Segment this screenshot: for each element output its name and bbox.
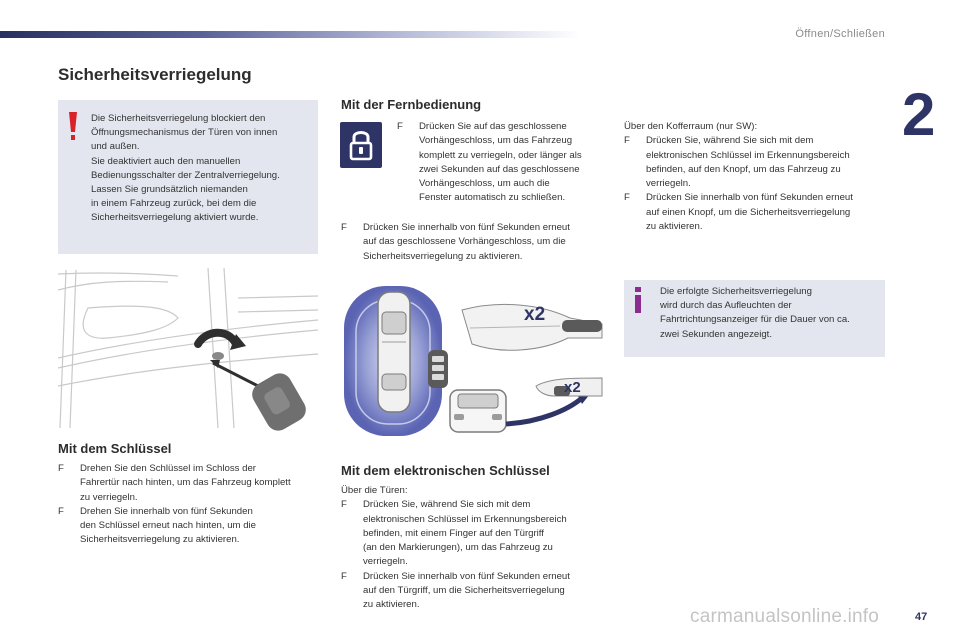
list-item xyxy=(58,505,320,548)
text-line: (an den Markierungen), um das Fahrzeug zu xyxy=(363,542,553,554)
text-line: Drücken Sie innerhalb von fünf Sekunden erneut xyxy=(363,570,570,582)
text-line: zwei Sekunden auf das geschlossene xyxy=(419,163,580,175)
lock-icon xyxy=(340,122,382,168)
electronic-key-instructions xyxy=(341,484,613,613)
page-number: 47 xyxy=(915,611,928,623)
header-gradient-bar xyxy=(0,31,580,38)
car-top-view xyxy=(378,292,410,412)
text-line: auf einen Knopf, um die Sicherheitsverriegelung xyxy=(646,206,851,218)
exclamation-icon xyxy=(68,112,78,142)
text-line: Vorhängeschloss, um auch die xyxy=(419,178,550,190)
text-line: Fahrertür nach hinten, um das Fahrzeug komplett xyxy=(80,477,291,489)
text-line: Drehen Sie den Schlüssel im Schloss der xyxy=(80,463,256,474)
text-line: zu verriegeln. xyxy=(80,491,138,503)
key-instructions xyxy=(58,462,320,548)
page-title: Sicherheitsverriegelung xyxy=(58,65,252,84)
doors-intro: Über die Türen: xyxy=(341,485,408,496)
bullet-mark: F xyxy=(624,135,630,147)
list-item xyxy=(624,134,886,191)
text-line: den Schlüssel erneut nach hinten, um die xyxy=(80,520,256,532)
warning-line: Öffnungsmechanismus der Türen von innen xyxy=(91,127,278,139)
text-line: elektronischen Schlüssel im Erkennungsbereich xyxy=(646,149,850,161)
warning-line: Sicherheitsverriegelung aktiviert wurde. xyxy=(91,212,259,224)
section-label: Öffnen/Schließen xyxy=(795,28,885,40)
electronic-key-heading: Mit dem elektronischen Schlüssel xyxy=(341,463,550,478)
bullet-mark: F xyxy=(624,192,630,204)
chapter-number: 2 xyxy=(902,81,936,148)
info-line: zwei Sekunden angezeigt. xyxy=(660,328,773,340)
text-line: Vorhängeschloss, um das Fahrzeug xyxy=(419,135,573,147)
key-door-illustration xyxy=(58,268,318,433)
text-line: Drücken Sie, während Sie sich mit dem xyxy=(646,135,814,147)
list-item xyxy=(397,120,617,206)
text-line: Drücken Sie, während Sie sich mit dem xyxy=(363,499,531,511)
warning-line: Bedienungsschalter der Zentralverriegelung. xyxy=(91,169,280,181)
text-line: befinden, mit einem Finger auf den Türgriff xyxy=(363,527,544,539)
list-item xyxy=(58,462,320,505)
info-line: Fahrtrichtungsanzeiger für die Dauer von ca. xyxy=(660,314,850,326)
list-item xyxy=(341,570,613,613)
warning-line: und außen. xyxy=(91,141,140,153)
info-icon xyxy=(634,287,642,313)
press-twice-label-trunk: x2 xyxy=(564,379,581,396)
list-item xyxy=(624,191,886,234)
text-line: elektronischen Schlüssel im Erkennungsbereich xyxy=(363,513,567,525)
text-line: komplett zu verriegeln, oder länger als xyxy=(419,149,582,161)
bullet-mark: F xyxy=(58,463,64,474)
trunk-intro: Über den Kofferraum (nur SW): xyxy=(624,121,758,132)
remote-step-1 xyxy=(397,120,617,206)
text-line: verriegeln. xyxy=(363,556,408,568)
watermark: carmanualsonline.info xyxy=(690,606,880,627)
text-line: auf den Türgriff, um die Sicherheitsverriegelung xyxy=(363,585,565,597)
key-fob xyxy=(428,350,448,388)
info-text xyxy=(660,285,880,342)
warning-line: in einem Fahrzeug zurück, bei dem die xyxy=(91,198,257,210)
text-line: Fenster automatisch zu schließen. xyxy=(419,192,566,204)
bullet-mark: F xyxy=(397,121,403,132)
text-line: Drücken Sie innerhalb von fünf Sekunden erneut xyxy=(646,192,853,204)
text-line: Sicherheitsverriegelung zu aktivieren. xyxy=(363,250,523,262)
trunk-instructions xyxy=(624,120,886,234)
press-twice-label: x2 xyxy=(524,304,546,325)
bullet-mark: F xyxy=(341,222,347,233)
bullet-mark: F xyxy=(58,505,64,517)
key-heading: Mit dem Schlüssel xyxy=(58,441,172,456)
remote-heading: Mit der Fernbedienung xyxy=(341,97,482,112)
text-line: verriegeln. xyxy=(646,178,691,190)
info-line: wird durch das Aufleuchten der xyxy=(660,300,792,312)
car-rear-view xyxy=(450,390,506,432)
warning-line: Sie deaktiviert auch den manuellen xyxy=(91,155,241,167)
warning-line: Die Sicherheitsverriegelung blockiert den xyxy=(91,113,266,124)
bullet-mark: F xyxy=(341,570,347,582)
text-line: Drehen Sie innerhalb von fünf Sekunden xyxy=(80,505,253,517)
list-item xyxy=(341,498,613,569)
text-line: Sicherheitsverriegelung zu aktivieren. xyxy=(80,534,240,546)
bullet-mark: F xyxy=(341,499,347,511)
text-line: auf das geschlossene Vorhängeschloss, um die xyxy=(363,236,566,248)
warning-line: Lassen Sie grundsätzlich niemanden xyxy=(91,184,248,196)
warning-text xyxy=(91,112,313,226)
text-line: Drücken Sie innerhalb von fünf Sekunden erneut xyxy=(363,222,570,233)
text-line: zu aktivieren. xyxy=(646,221,703,233)
remote-step-2 xyxy=(341,221,611,264)
electronic-key-illustration xyxy=(340,282,608,442)
info-line: Die erfolgte Sicherheitsverriegelung xyxy=(660,286,812,297)
text-line: zu aktivieren. xyxy=(363,599,420,611)
list-item xyxy=(341,221,611,264)
text-line: befinden, auf den Knopf, um das Fahrzeug zu xyxy=(646,163,841,175)
text-line: Drücken Sie auf das geschlossene xyxy=(419,121,567,132)
